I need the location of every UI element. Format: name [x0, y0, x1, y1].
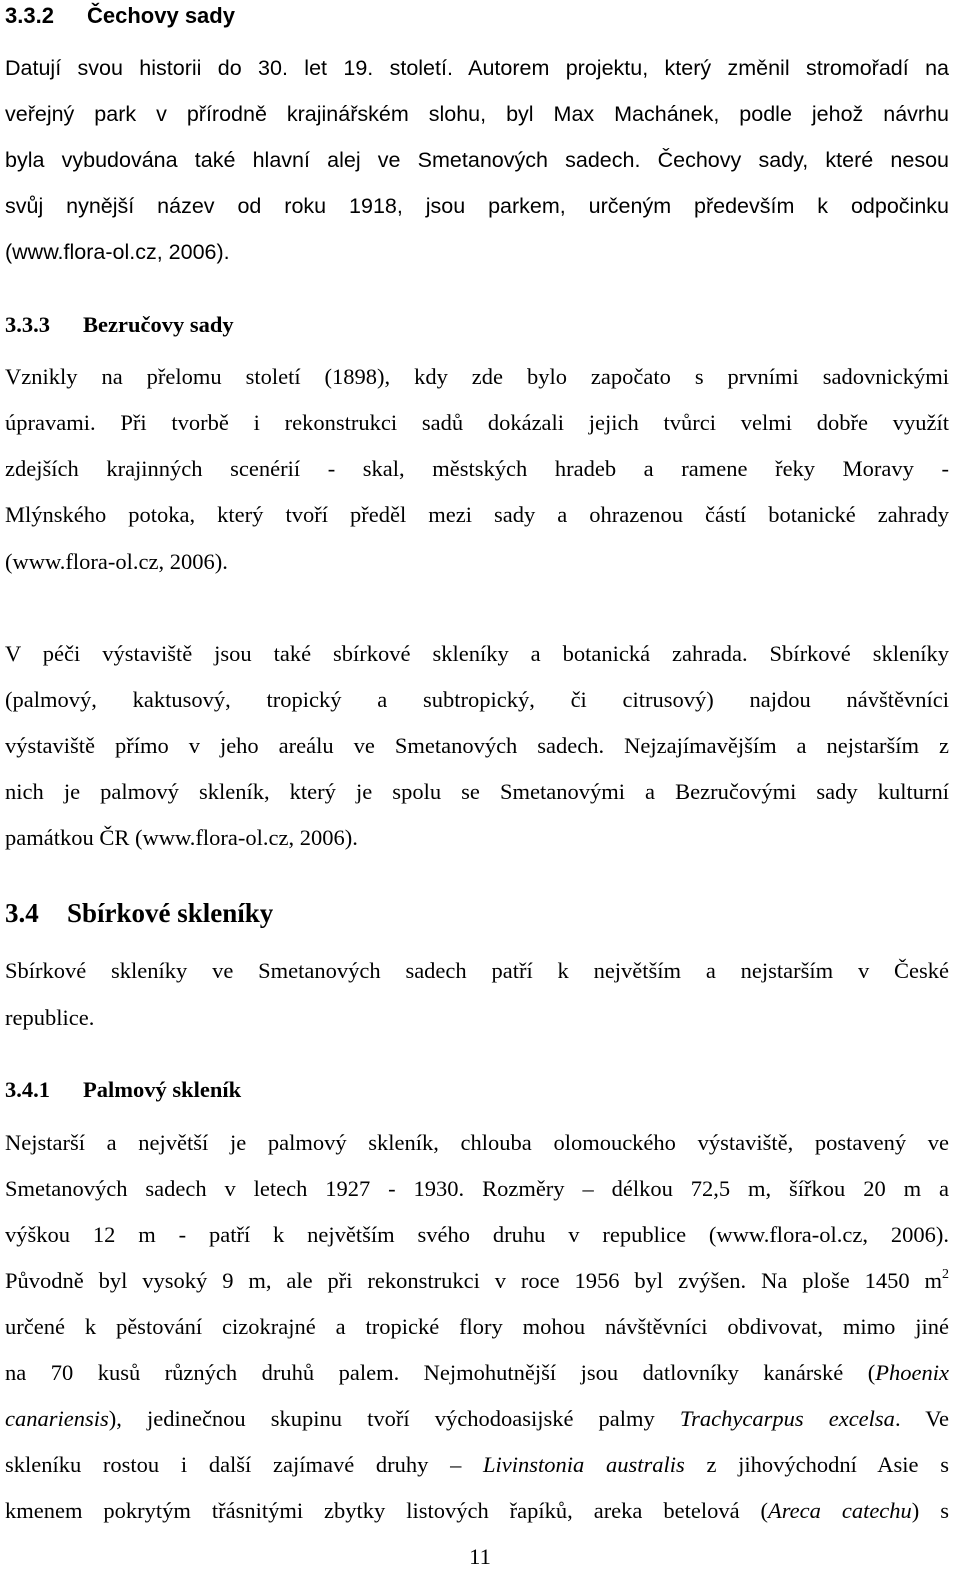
paragraph-line: Datují svou historii do 30. let 19. století. Autorem projektu, který změnil stromořadí na [5, 56, 949, 80]
paragraph-line: V péči výstaviště jsou také sbírkové skleníky a botanická zahrada. Sbírkové skleníky [5, 641, 949, 666]
paragraph-line: byla vybudována také hlavní alej ve Smetanových sadech. Čechovy sady, které nesou [5, 148, 949, 172]
species-name: Livinstonia australis [483, 1452, 685, 1477]
section-title: Sbírkové skleníky [67, 898, 274, 928]
paragraph-line: svůj nynější název od roku 1918, jsou parkem, určeným především k odpočinku [5, 194, 949, 218]
paragraph-line: republice. [5, 1005, 95, 1030]
line-text: ), jedinečnou skupinu tvoří východoasijské palmy [108, 1406, 680, 1431]
species-name: Phoenix [875, 1360, 949, 1385]
line-text: . Ve [894, 1406, 949, 1431]
section-heading-3-3-2 [5, 2, 235, 30]
section-title: Palmový skleník [83, 1077, 242, 1102]
species-name: Trachycarpus excelsa [679, 1406, 895, 1431]
paragraph-line: (palmový, kaktusový, tropický a subtropický, či citrusový) najdou návštěvníci [5, 687, 949, 712]
paragraph-line: zdejších krajinných scenérií - skal, městských hradeb a ramene řeky Moravy - [5, 456, 949, 481]
paragraph-line: úpravami. Při tvorbě i rekonstrukci sadů dokázali jejich tvůrci velmi dobře využít [5, 410, 949, 435]
paragraph-line: nich je palmový skleník, který je spolu se Smetanovými a Bezručovými sady kulturní [5, 779, 949, 804]
line-text: z jihovýchodní Asie s [684, 1452, 949, 1477]
line-text: ) s [911, 1498, 949, 1523]
section-number: 3.3.3 [5, 312, 50, 337]
line-text: Původně byl vysoký 9 m, ale při rekonstrukci v roce 1956 byl zvýšen. Na ploše 1450 m [5, 1268, 942, 1293]
paragraph-line: výškou 12 m - patří k největším svého druhu v republice (www.flora-ol.cz, 2006). [5, 1222, 949, 1247]
paragraph-line: Vznikly na přelomu století (1898), kdy zde bylo započato s prvními sadovnickými [5, 364, 949, 389]
page-number: 11 [469, 1544, 491, 1569]
superscript: 2 [942, 1266, 949, 1282]
paragraph-line: určené k pěstování cizokrajné a tropické flory mohou návštěvníci obdivovat, mimo jiné [5, 1314, 949, 1339]
paragraph-line: (www.flora-ol.cz, 2006). [5, 549, 228, 574]
section-number: 3.3.2 [5, 3, 54, 28]
paragraph-line [5, 1405, 949, 1433]
paragraph-line [5, 1451, 949, 1479]
section-title: Čechovy sady [87, 3, 235, 28]
paragraph-line [5, 1497, 949, 1525]
paragraph-line [5, 1267, 949, 1295]
section-heading-3-4-1 [5, 1076, 241, 1104]
paragraph-line: Nejstarší a největší je palmový skleník, chlouba olomouckého výstaviště, postavený ve [5, 1130, 949, 1155]
paragraph-line: veřejný park v přírodně krajinářském slohu, byl Max Machánek, podle jehož návrhu [5, 102, 949, 126]
line-text: na 70 kusů různých druhů palem. Nejmohutnější jsou datlovníky kanárské ( [5, 1360, 876, 1385]
section-number: 3.4 [5, 898, 39, 928]
paragraph-line [5, 1359, 949, 1387]
paragraph-line: výstaviště přímo v jeho areálu ve Smetanových sadech. Nejzajímavějším a nejstarším z [5, 733, 949, 758]
line-text: kmenem pokrytým třásnitými zbytky listových řapíků, areka betelová ( [5, 1498, 768, 1523]
section-title: Bezručovy sady [83, 312, 234, 337]
species-name: canariensis [5, 1406, 109, 1431]
species-name: Areca catechu [768, 1498, 912, 1523]
paragraph-line: Smetanových sadech v letech 1927 - 1930. Rozměry – délkou 72,5 m, šířkou 20 m a [5, 1176, 949, 1201]
paragraph-line: (www.flora-ol.cz, 2006). [5, 240, 230, 264]
paragraph-line: památkou ČR (www.flora-ol.cz, 2006). [5, 825, 358, 850]
paragraph-line: Sbírkové skleníky ve Smetanových sadech patří k největším a nejstarším v České [5, 958, 949, 983]
line-text: skleníku rostou i další zajímavé druhy – [5, 1452, 484, 1477]
section-heading-3-3-3 [5, 311, 234, 339]
paragraph-line: Mlýnského potoka, který tvoří předěl mezi sady a ohrazenou částí botanické zahrady [5, 502, 949, 527]
section-number: 3.4.1 [5, 1077, 50, 1102]
section-heading-3-4 [5, 896, 273, 930]
